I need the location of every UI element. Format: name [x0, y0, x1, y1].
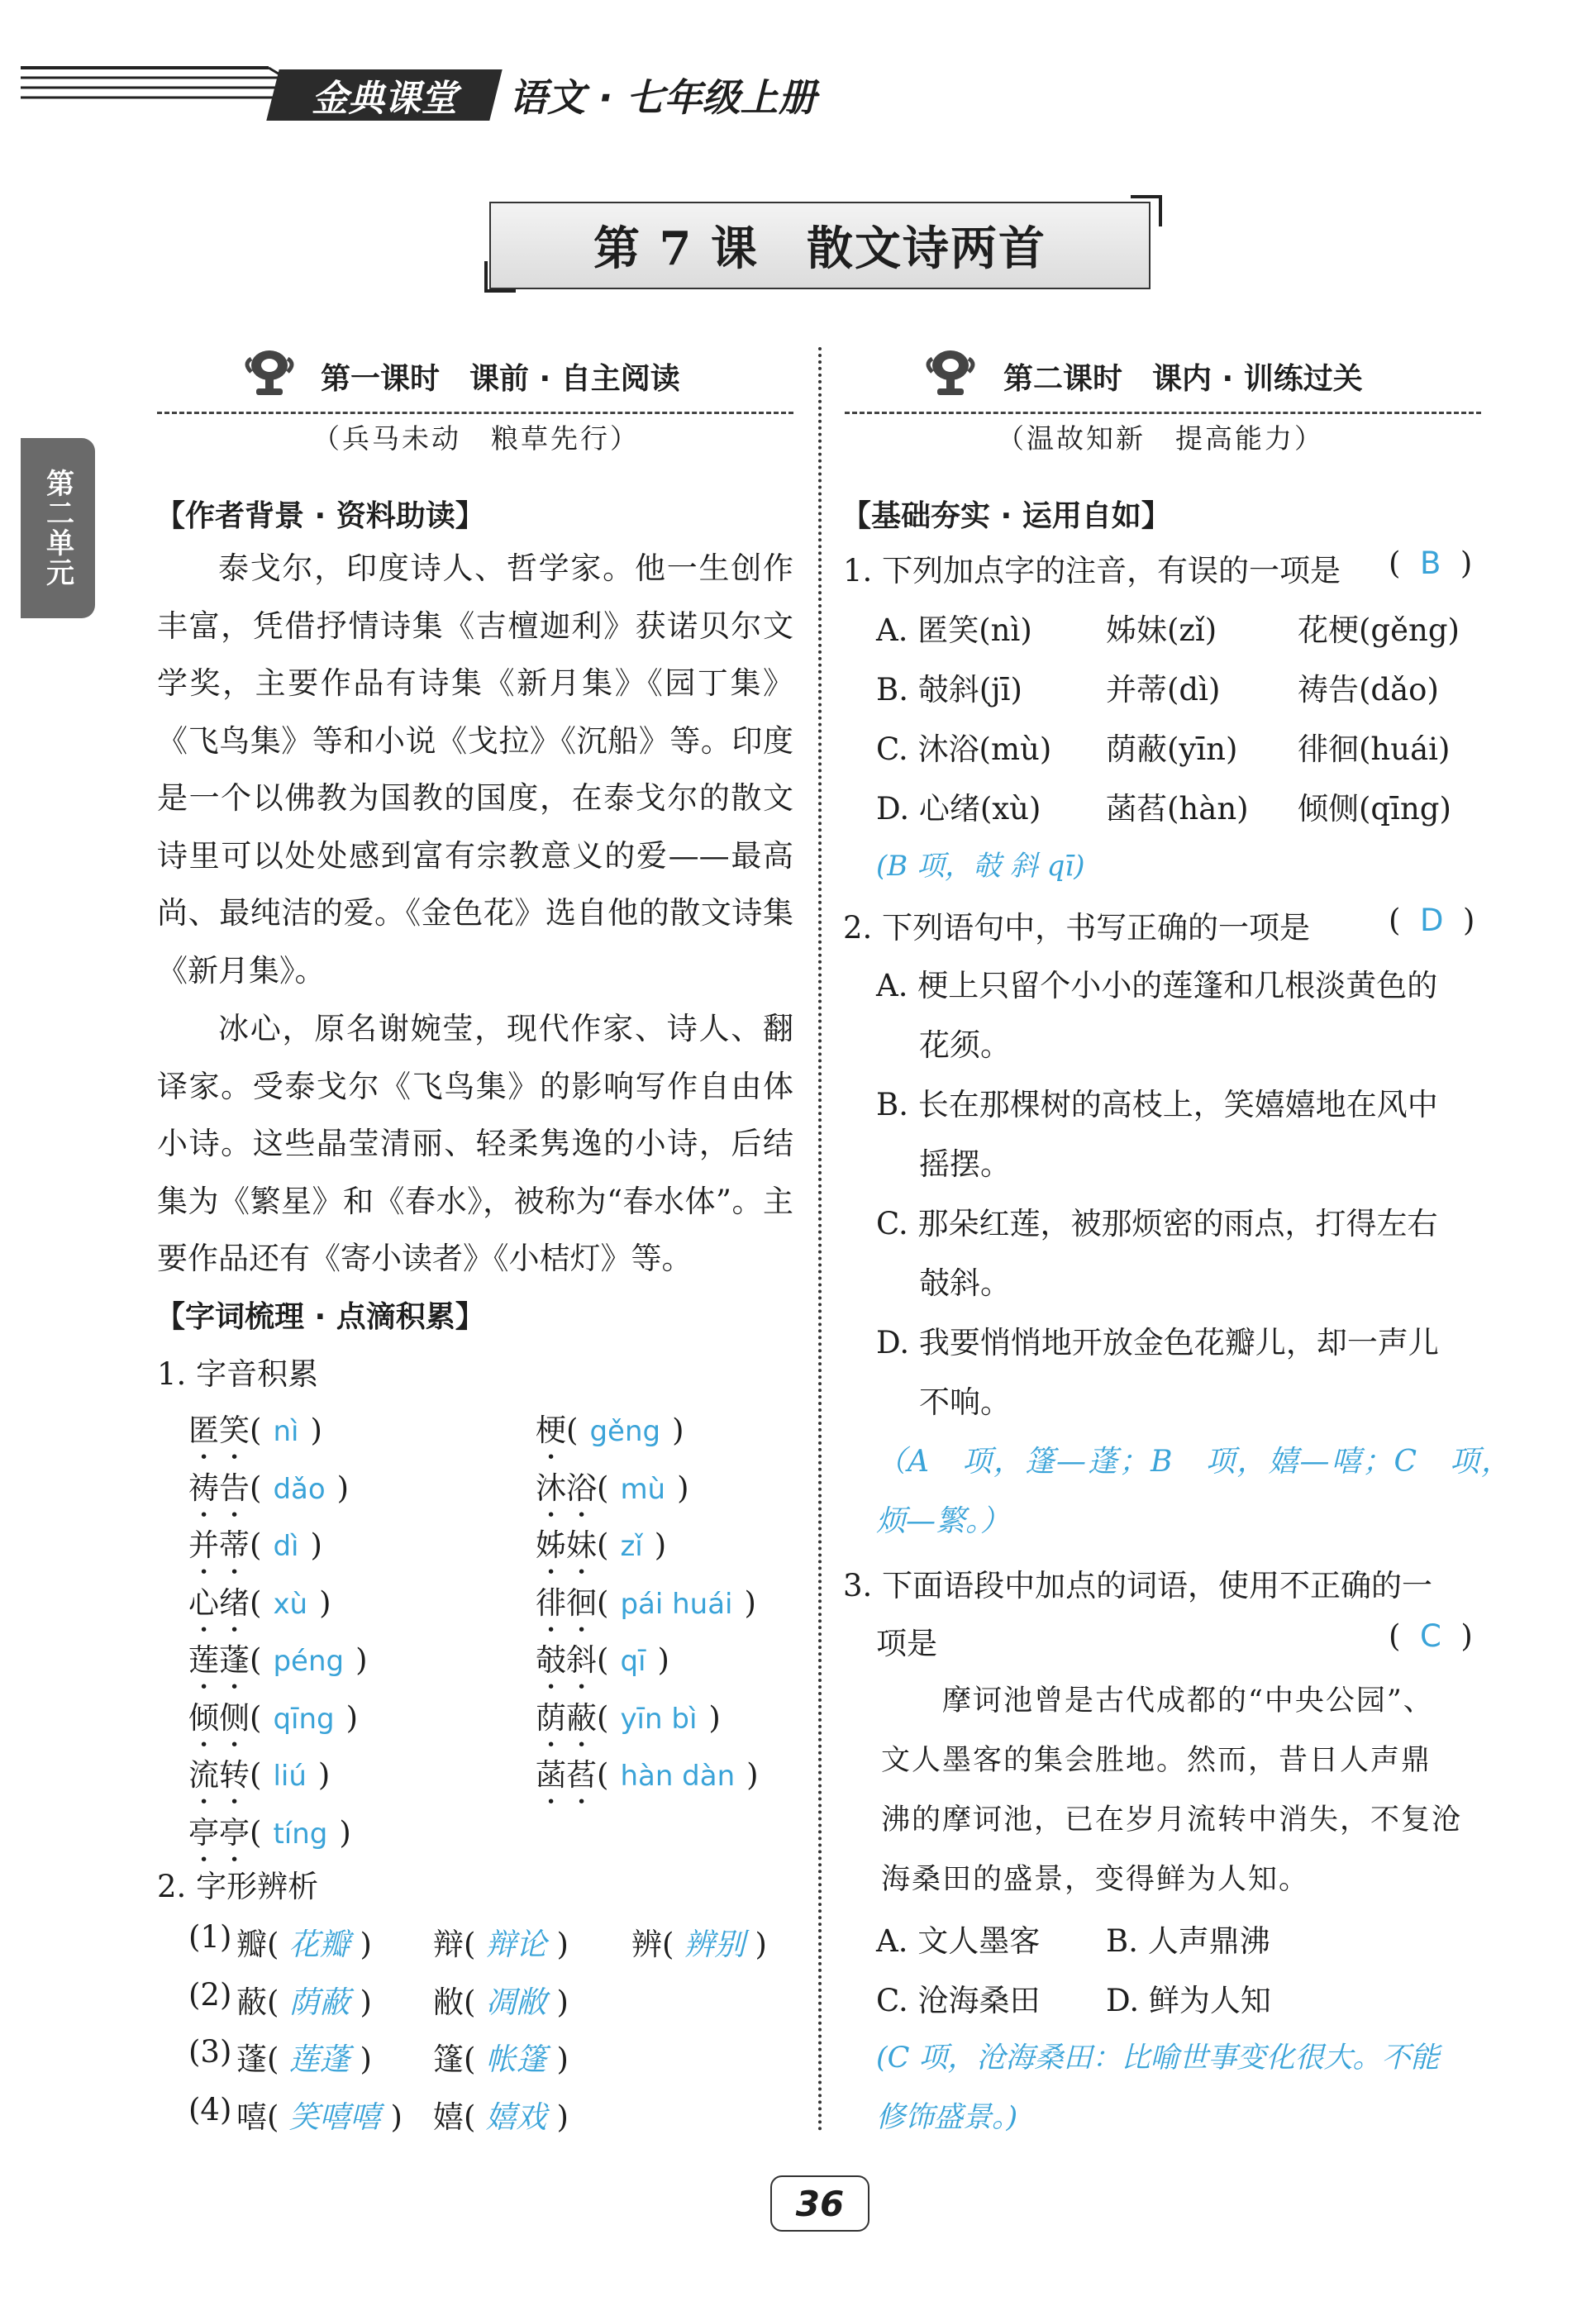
character-answer: 帐篷 [485, 2042, 547, 2077]
bracket-open: ( [597, 1642, 609, 1678]
pinyin-item [188, 1578, 331, 1639]
pinyin-word: 姊妹 [536, 1527, 597, 1563]
bracket-close: ) [677, 1470, 689, 1506]
bracket-open: ( [464, 1927, 476, 1962]
character: 篷 [433, 2042, 464, 2077]
pinyin-answer: yīn bì [620, 1702, 698, 1736]
pinyin-item [536, 1750, 759, 1811]
character-item [433, 1919, 569, 1964]
pinyin-word: 梗 [536, 1413, 566, 1448]
character: 辨 [631, 1927, 662, 1962]
q2-option: 不响。 [919, 1384, 1011, 1420]
q1-option: B. 攲斜(jī) [876, 672, 1022, 708]
item-number: (3) [188, 2034, 232, 2070]
bracket-close: ) [744, 1584, 756, 1621]
dashed-divider [845, 412, 1481, 414]
q2-option: 摇摆。 [919, 1146, 1011, 1182]
bracket-close: ) [310, 1413, 322, 1448]
character-answer: 笑嘻嘻 [288, 2099, 381, 2135]
bracket-close: ) [556, 2099, 569, 2135]
q2-option: B. 长在那棵树的高枝上，笑嬉嬉地在风中 [876, 1087, 1438, 1122]
bracket-close: ) [390, 2099, 403, 2135]
dashed-divider [157, 412, 793, 414]
bracket-open: ( [267, 2042, 279, 2077]
character-answer: 花瓣 [288, 1927, 350, 1962]
bracket-close: ) [317, 1757, 331, 1793]
bracket-open: ( [597, 1470, 609, 1506]
section-subtitle: （温故知新 提高能力） [997, 422, 1324, 455]
q1-answer: B [1419, 546, 1441, 581]
q1-option: 姊妹(zǐ) [1106, 612, 1217, 648]
vocab-heading: 【字词梳理 · 点滴积累】 [155, 1300, 485, 1334]
q3-answer-bracket: ( C ) [1389, 1618, 1473, 1654]
bracket-open: ( [250, 1470, 262, 1506]
brand-logo: 金典课堂 [266, 69, 502, 121]
bracket-close: ) [746, 1757, 759, 1793]
pinyin-answer: hàn dàn [620, 1760, 736, 1793]
pinyin-item [536, 1463, 689, 1524]
bracket-close: ) [657, 1642, 669, 1678]
basics-heading: 【基础夯实 · 运用自如】 [841, 499, 1171, 533]
pinyin-word: 亭亭 [188, 1814, 250, 1851]
pinyin-word: 攲斜 [536, 1642, 597, 1678]
bracket-open: ( [250, 1584, 262, 1621]
page-number: 36 [770, 2175, 869, 2232]
q1-stem: 1. 下列加点字的注音，有误的一项是 [843, 553, 1341, 588]
character-item [236, 1919, 372, 1964]
bracket-close: ) [310, 1527, 322, 1563]
pinyin-item [188, 1808, 351, 1869]
pinyin-word: 莲蓬 [188, 1642, 250, 1678]
bracket-open: ( [597, 1527, 609, 1563]
pinyin-answer: qīng [273, 1702, 335, 1736]
bracket-close: ) [556, 2042, 569, 2077]
column-divider [818, 347, 822, 2132]
character-answer: 凋敝 [485, 1984, 547, 2020]
pinyin-item [188, 1750, 330, 1811]
bracket-open: ( [250, 1642, 262, 1678]
bracket-close: ) [708, 1699, 721, 1736]
pinyin-item [188, 1520, 322, 1581]
q1-option: C. 沐浴(mù) [876, 731, 1052, 767]
item-number: (2) [188, 1976, 232, 2013]
pinyin-item [188, 1405, 322, 1466]
bracket-open: ( [464, 2042, 476, 2077]
section-subtitle: （兵马未动 粮草先行） [312, 422, 640, 455]
bracket-open: ( [464, 1984, 476, 2020]
q1-option: 菡萏(hàn) [1106, 791, 1249, 827]
pinyin-answer: xù [273, 1587, 308, 1621]
q1-option: D. 心绪(xù) [876, 791, 1041, 827]
q3-explanation: (C 项，沧海桑田：比喻世事变化很大。不能 [876, 2042, 1440, 2075]
character-item [236, 1977, 372, 2022]
bracket-close: ) [556, 1927, 569, 1962]
bracket-close: ) [355, 1642, 368, 1678]
pinyin-word: 匿笑 [188, 1413, 250, 1448]
q3-passage-line: 沸的摩诃池，已在岁月流转中消失，不复沧 [881, 1803, 1463, 1837]
character-item [433, 2092, 569, 2137]
character: 瓣 [236, 1927, 267, 1962]
q1-option: 并蒂(dì) [1106, 672, 1221, 708]
pinyin-answer: péng [273, 1645, 345, 1678]
q3-stem: 项是 [876, 1626, 937, 1661]
pinyin-answer: gěng [589, 1415, 661, 1448]
character-item [631, 1919, 767, 1964]
pinyin-word: 流转 [188, 1757, 250, 1793]
bracket-open: ( [597, 1584, 609, 1621]
q2-option: D. 我要悄悄地开放金色花瓣儿，却一声儿 [876, 1325, 1439, 1360]
q2-answer-bracket: ( D ) [1389, 903, 1475, 938]
bracket-open: ( [250, 1413, 262, 1448]
section-title: 第二课时 课内 · 训练过关 [1003, 362, 1363, 396]
title-corner-decoration [1131, 195, 1162, 226]
bracket-open: ( [250, 1699, 262, 1736]
bracket-open: ( [464, 2099, 476, 2135]
pinyin-answer: liú [273, 1760, 307, 1793]
character-item [433, 1977, 569, 2022]
bracket-close: ) [556, 1984, 569, 2020]
q3-option: D. 鲜为人知 [1106, 1983, 1271, 2018]
q2-explanation: （A 项，篷—蓬；B 项，嬉—嘻；C 项， [876, 1445, 1513, 1479]
question-title: 2. 字形辨析 [157, 1869, 319, 1904]
book-title: 语文 · 七年级上册 [509, 75, 817, 120]
character-item [236, 2092, 403, 2137]
trophy-icon [922, 347, 979, 398]
pinyin-word: 沐浴 [536, 1470, 597, 1506]
bracket-close: ) [360, 1984, 372, 2020]
character-answer: 辨别 [684, 1927, 746, 1962]
q1-explanation: (B 项，攲 斜 qī) [876, 850, 1085, 883]
q3-answer: C [1419, 1618, 1441, 1654]
unit-side-tab: 第二单元 [21, 438, 95, 618]
q2-option: 攲斜。 [919, 1265, 1011, 1301]
bracket-close: ) [339, 1814, 351, 1851]
bracket-open: ( [250, 1757, 262, 1793]
pinyin-answer: dǎo [273, 1472, 326, 1506]
bracket-close: ) [360, 2042, 372, 2077]
character-item [236, 2034, 372, 2079]
q3-passage-line: 文人墨客的集会胜地。然而，昔日人声鼎 [881, 1744, 1432, 1777]
bracket-close: ) [672, 1413, 684, 1448]
pinyin-word: 徘徊 [536, 1584, 597, 1621]
bracket-open: ( [566, 1413, 579, 1448]
bracket-open: ( [597, 1757, 609, 1793]
pinyin-word: 心绪 [188, 1584, 250, 1621]
q1-option: 祷告(dǎo) [1298, 672, 1439, 708]
pinyin-item [536, 1693, 721, 1754]
pinyin-answer: qī [620, 1645, 646, 1678]
q1-option: 倾侧(qīng) [1298, 791, 1451, 827]
question-title: 1. 字音积累 [157, 1356, 319, 1392]
q2-option: A. 梗上只留个小小的莲篷和几根淡黄色的 [876, 968, 1438, 1003]
bracket-open: ( [250, 1527, 262, 1563]
bracket-open: ( [267, 2099, 279, 2135]
item-number: (1) [188, 1919, 232, 1955]
author-background-heading: 【作者背景 · 资料助读】 [155, 499, 485, 533]
bracket-open: ( [250, 1814, 262, 1851]
character-answer: 荫蔽 [288, 1984, 350, 2020]
character: 蓬 [236, 2042, 267, 2077]
pinyin-word: 祷告 [188, 1470, 250, 1506]
pinyin-answer: mù [620, 1472, 666, 1506]
q3-passage-line: 摩诃池曾是古代成都的“中央公园”、 [942, 1684, 1434, 1718]
pinyin-word: 倾侧 [188, 1699, 250, 1736]
q2-option: C. 那朵红莲，被那烦密的雨点，打得左右 [876, 1206, 1438, 1241]
bracket-close: ) [319, 1584, 331, 1621]
bracket-open: ( [662, 1927, 674, 1962]
pinyin-item [536, 1405, 684, 1466]
character: 嘻 [236, 2099, 267, 2135]
q3-option: A. 文人墨客 [876, 1923, 1041, 1959]
trophy-icon [241, 347, 298, 398]
pinyin-word: 荫蔽 [536, 1699, 597, 1736]
character-answer: 嬉戏 [485, 2099, 547, 2135]
lesson-title: 第 7 课 散文诗两首 [489, 202, 1151, 289]
q1-option: 花梗(gěng) [1298, 612, 1460, 648]
title-corner-decoration [484, 261, 516, 293]
bracket-close: ) [345, 1699, 359, 1736]
bracket-open: ( [267, 1984, 279, 2020]
pinyin-answer: dì [273, 1530, 299, 1563]
q2-explanation: 烦—繁。） [876, 1504, 1011, 1538]
pinyin-item [536, 1635, 669, 1696]
pinyin-answer: nì [273, 1415, 299, 1448]
pinyin-answer: tíng [273, 1817, 328, 1851]
q2-stem: 2. 下列语句中，书写正确的一项是 [843, 910, 1311, 946]
item-number: (4) [188, 2091, 232, 2127]
section-title: 第一课时 课前 · 自主阅读 [321, 362, 680, 396]
bracket-open: ( [597, 1699, 609, 1736]
pinyin-word: 菡萏 [536, 1757, 597, 1793]
q3-option: B. 人声鼎沸 [1106, 1923, 1270, 1959]
pinyin-item [188, 1635, 368, 1696]
bracket-open: ( [267, 1927, 279, 1962]
character: 辩 [433, 1927, 464, 1962]
author-paragraph: 冰心，原名谢婉莹，现代作家、诗人、翻译家。受泰戈尔《飞鸟集》的影响写作自由体小诗。这些晶莹清丽、轻柔隽逸的小诗，后结集为《繁星》和《春水》，被称为“春水体”。主要作品还有《寄小读者》《小桔灯》等。 [157, 1011, 793, 1276]
character: 嬉 [433, 2099, 464, 2135]
pinyin-answer: pái huái [620, 1587, 733, 1621]
bracket-close: ) [336, 1470, 350, 1506]
character-item [433, 2034, 569, 2079]
pinyin-item [188, 1693, 358, 1754]
q1-option: 徘徊(huái) [1298, 731, 1451, 767]
q3-explanation: 修饰盛景。) [876, 2101, 1018, 2134]
q3-stem: 3. 下面语段中加点的词语，使用不正确的一 [843, 1568, 1433, 1603]
pinyin-word: 并蒂 [188, 1527, 250, 1563]
q3-passage-line: 海桑田的盛景，变得鲜为人知。 [881, 1863, 1310, 1896]
bracket-close: ) [360, 1927, 372, 1962]
character: 蔽 [236, 1984, 267, 2020]
bracket-close: ) [654, 1527, 667, 1563]
q1-option: 荫蔽(yīn) [1106, 731, 1238, 767]
character-answer: 莲蓬 [288, 2042, 350, 2077]
q2-answer: D [1419, 903, 1444, 938]
pinyin-item [536, 1520, 666, 1581]
q3-option: C. 沧海桑田 [876, 1983, 1041, 2018]
pinyin-item [188, 1463, 349, 1524]
q1-option: A. 匿笑(nì) [876, 612, 1032, 648]
q2-option: 花须。 [919, 1027, 1011, 1063]
character-answer: 辩论 [485, 1927, 547, 1962]
pinyin-item [536, 1578, 756, 1639]
author-paragraph: 泰戈尔，印度诗人、哲学家。他一生创作丰富，凭借抒情诗集《吉檀迦利》获诺贝尔文学奖，主要作品有诗集《新月集》《园丁集》《飞鸟集》等和小说《戈拉》《沉船》等。印度是一个以佛教为国教的国度，在泰戈尔的散文诗里可以处处感到富有宗教意义的爱——最高尚、最纯洁的爱。《金色花》选自他的散文诗集《新月集》。 [157, 550, 793, 989]
bracket-close: ) [755, 1927, 767, 1962]
q1-answer-bracket: ( B ) [1389, 546, 1473, 581]
character: 敝 [433, 1984, 464, 2020]
pinyin-answer: zǐ [620, 1530, 643, 1563]
